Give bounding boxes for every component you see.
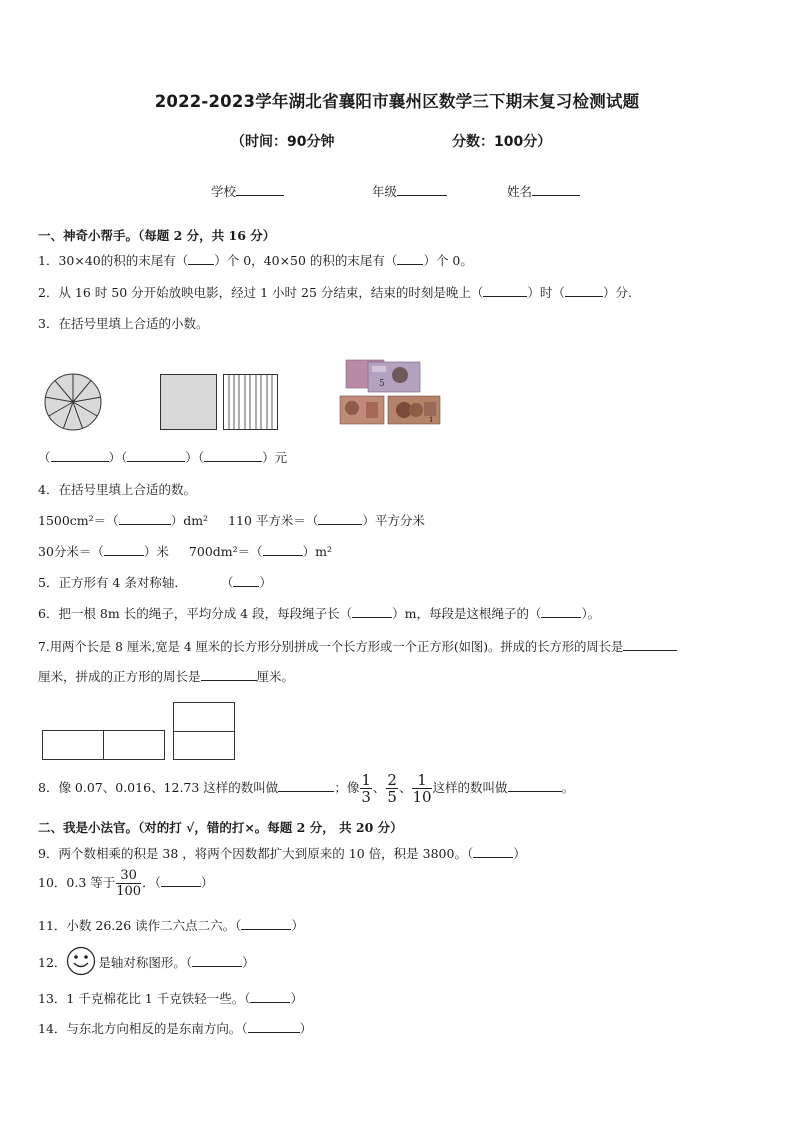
answer-blank[interactable] [201,668,257,681]
answer-blank[interactable] [51,449,109,462]
answer-blank[interactable] [352,605,392,618]
grade-field[interactable]: 年级 [372,182,447,200]
question-9: 9．两个数相乘的积是 38 ，将两个因数都扩大到原来的 10 倍，积是 3800。（ ） [38,846,526,861]
question-4: 4．在括号里填上合适的数。 [38,482,196,497]
answer-blank[interactable] [119,512,171,525]
question-4-line-2: 30分米＝（ ）米 700dm²＝（ ）m² [38,544,333,559]
question-12: 12． 是轴对称图形。（ ） [38,955,255,970]
answer-blank[interactable] [483,284,527,297]
fraction-circle-figure [43,372,103,432]
fraction-1-3: $\frac{1}{3}$ [361,771,371,806]
answer-blank[interactable] [188,252,214,265]
answer-blank[interactable] [104,543,144,556]
answer-blank[interactable] [623,638,677,651]
question-14: 14．与东北方向相反的是东南方向。（ ） [38,1021,313,1036]
answer-blank[interactable] [397,252,423,265]
answer-blank[interactable] [278,779,334,792]
rectangle-arrangement-figure [42,702,238,760]
smiley-face-icon [66,946,96,976]
question-3-answers: （ ）（ ）（ ）元 [38,450,288,465]
question-13: 13．1 千克棉花比 1 千克铁轻一些。（ ） [38,991,303,1006]
square-figure [160,374,218,430]
answer-blank[interactable] [204,449,262,462]
question-4-line-1: 1500cm²＝（ ）dm² 110 平方米＝（ ）平方分米 [38,513,425,528]
answer-blank[interactable] [508,779,562,792]
answer-blank[interactable] [127,449,185,462]
answer-blank[interactable] [248,1020,300,1033]
answer-blank[interactable] [161,874,201,887]
answer-blank[interactable] [473,845,513,858]
page-title: 2022-2023学年湖北省襄阳市襄州区数学三下期末复习检测试题 [154,92,640,111]
total-score: 分数：100分） [452,134,552,150]
question-11: 11．小数 26.26 读作二六点二六。（ ） [38,918,304,933]
answer-blank[interactable] [565,284,603,297]
question-7-line-1: 7.用两个长是 8 厘米,宽是 4 厘米的长方形分别拼成一个长方形或一个正方形(如图)。拼成的长方形的周长是 [38,637,677,655]
section-2-heading: 二、我是小法官。（对的打 √，错的打×。每题 2 分， 共 20 分） [38,820,403,835]
answer-blank[interactable] [250,990,290,1003]
answer-blank[interactable] [318,512,362,525]
question-7-line-2: 厘米，拼成的正方形的周长是 厘米。 [38,669,295,684]
answer-blank[interactable] [233,574,259,587]
name-field[interactable]: 姓名 [507,182,580,200]
banknotes-image [340,360,440,426]
answer-blank[interactable] [541,605,581,618]
question-8: 8．像 0.07、0.016、12.73 这样的数叫做 ；像 $\frac{1}{3}$ 、 $\frac{2}{5}$ 、 $\frac{1}{10}$ 这样的数叫做 。 [38,771,575,806]
note-value-5: 5 [379,379,385,389]
question-10: 10．0.3 等于 $\frac{30}{100}$ ．（ ） [38,868,214,899]
answer-blank[interactable] [241,917,291,930]
fraction-30-100: $\frac{30}{100}$ [116,868,142,899]
question-6: 6．把一根 8m 长的绳子，平均分成 4 段，每段绳子长（ ）m，每段是这根绳子的（ ）。 [38,606,601,621]
question-5: 5．正方形有 4 条对称轴． （ ） [38,575,272,590]
question-2: 2．从 16 时 50 分开始放映电影，经过 1 小时 25 分结束，结束的时刻是晚上（ ）时（ ）分. [38,285,632,300]
answer-blank[interactable] [263,543,303,556]
section-1-heading: 一、神奇小帮手。（每题 2 分，共 16 分） [38,228,276,243]
note-value-1: 1 [429,416,434,424]
striped-square-figure [223,374,279,430]
fraction-1-10: $\frac{1}{10}$ [412,771,432,806]
question-3: 3．在括号里填上合适的小数。 [38,316,209,331]
fraction-2-5: $\frac{2}{5}$ [387,771,397,806]
question-1: 1．30×40的积的末尾有（ ）个 0，40×50 的积的末尾有（ ）个 0。 [38,253,473,268]
school-field[interactable]: 学校 [211,182,284,200]
answer-blank[interactable] [192,954,242,967]
time-limit: （时间：90分钟 [231,134,335,150]
